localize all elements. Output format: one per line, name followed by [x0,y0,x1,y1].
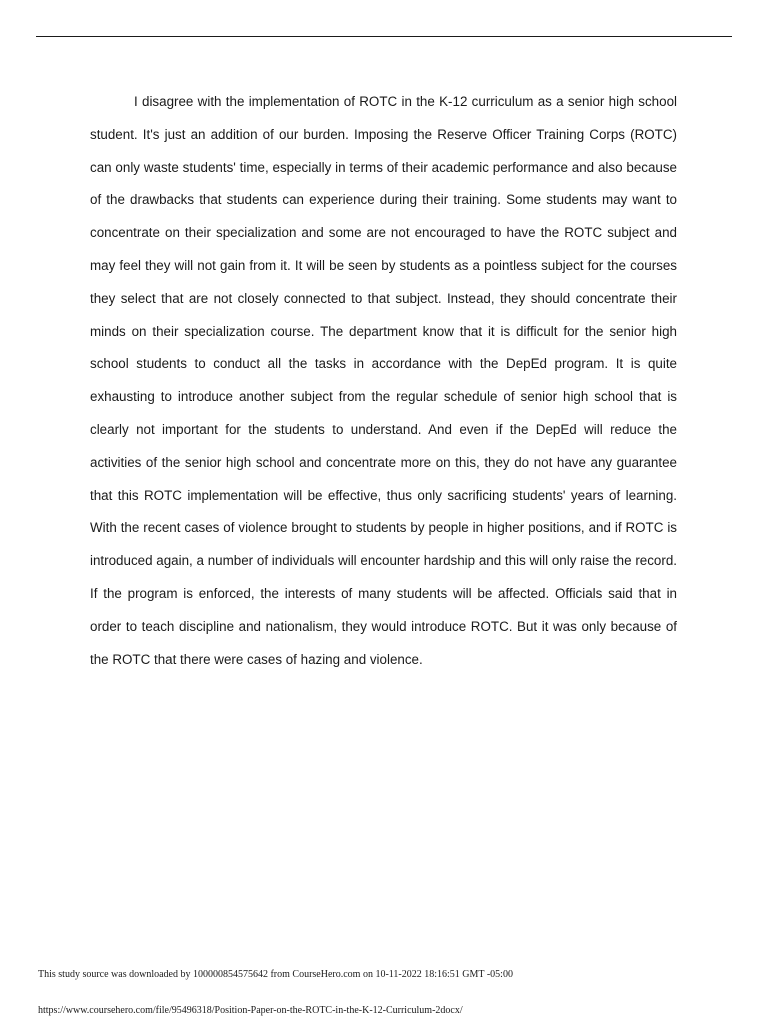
header-divider [36,36,732,37]
body-paragraph: I disagree with the implementation of ROTC in the K-12 curriculum as a senior high school student. It's just an addition of our burden. Imposing the Reserve Officer Training Corps (ROTC) can only waste students' time, especially in terms of their academic performance and also because of the drawbacks that students can experience during their training. Some students may want to concentrate on their specialization and some are not encouraged to have the ROTC subject and may feel they will not gain from it. It will be seen by students as a pointless subject for the courses they select that are not closely connected to that subject. Instead, they should concentrate their minds on their specialization course. The department know that it is difficult for the senior high school students to conduct all the tasks in accordance with the DepEd program. It is quite exhausting to introduce another subject from the regular schedule of senior high school that is clearly not important for the students to understand. And even if the DepEd will reduce the activities of the senior high school and concentrate more on this, they do not have any guarantee that this ROTC implementation will be effective, thus only sacrificing students' years of learning. With the recent cases of violence brought to students by people in higher positions, and if ROTC is introduced again, a number of individuals will encounter hardship and this will only raise the record. If the program is enforced, the interests of many students will be affected. Officials said that in order to teach discipline and nationalism, they would introduce ROTC. But it was only because of the ROTC that there were cases of hazing and violence. [90,94,677,667]
download-notice: This study source was downloaded by 100000854575642 from CourseHero.com on 10-11-2022 18:16:51 GMT -05:00 [38,969,513,980]
source-url[interactable]: https://www.coursehero.com/file/95496318/Position-Paper-on-the-ROTC-in-the-K-12-Curriculum-2docx/ [38,1005,463,1016]
